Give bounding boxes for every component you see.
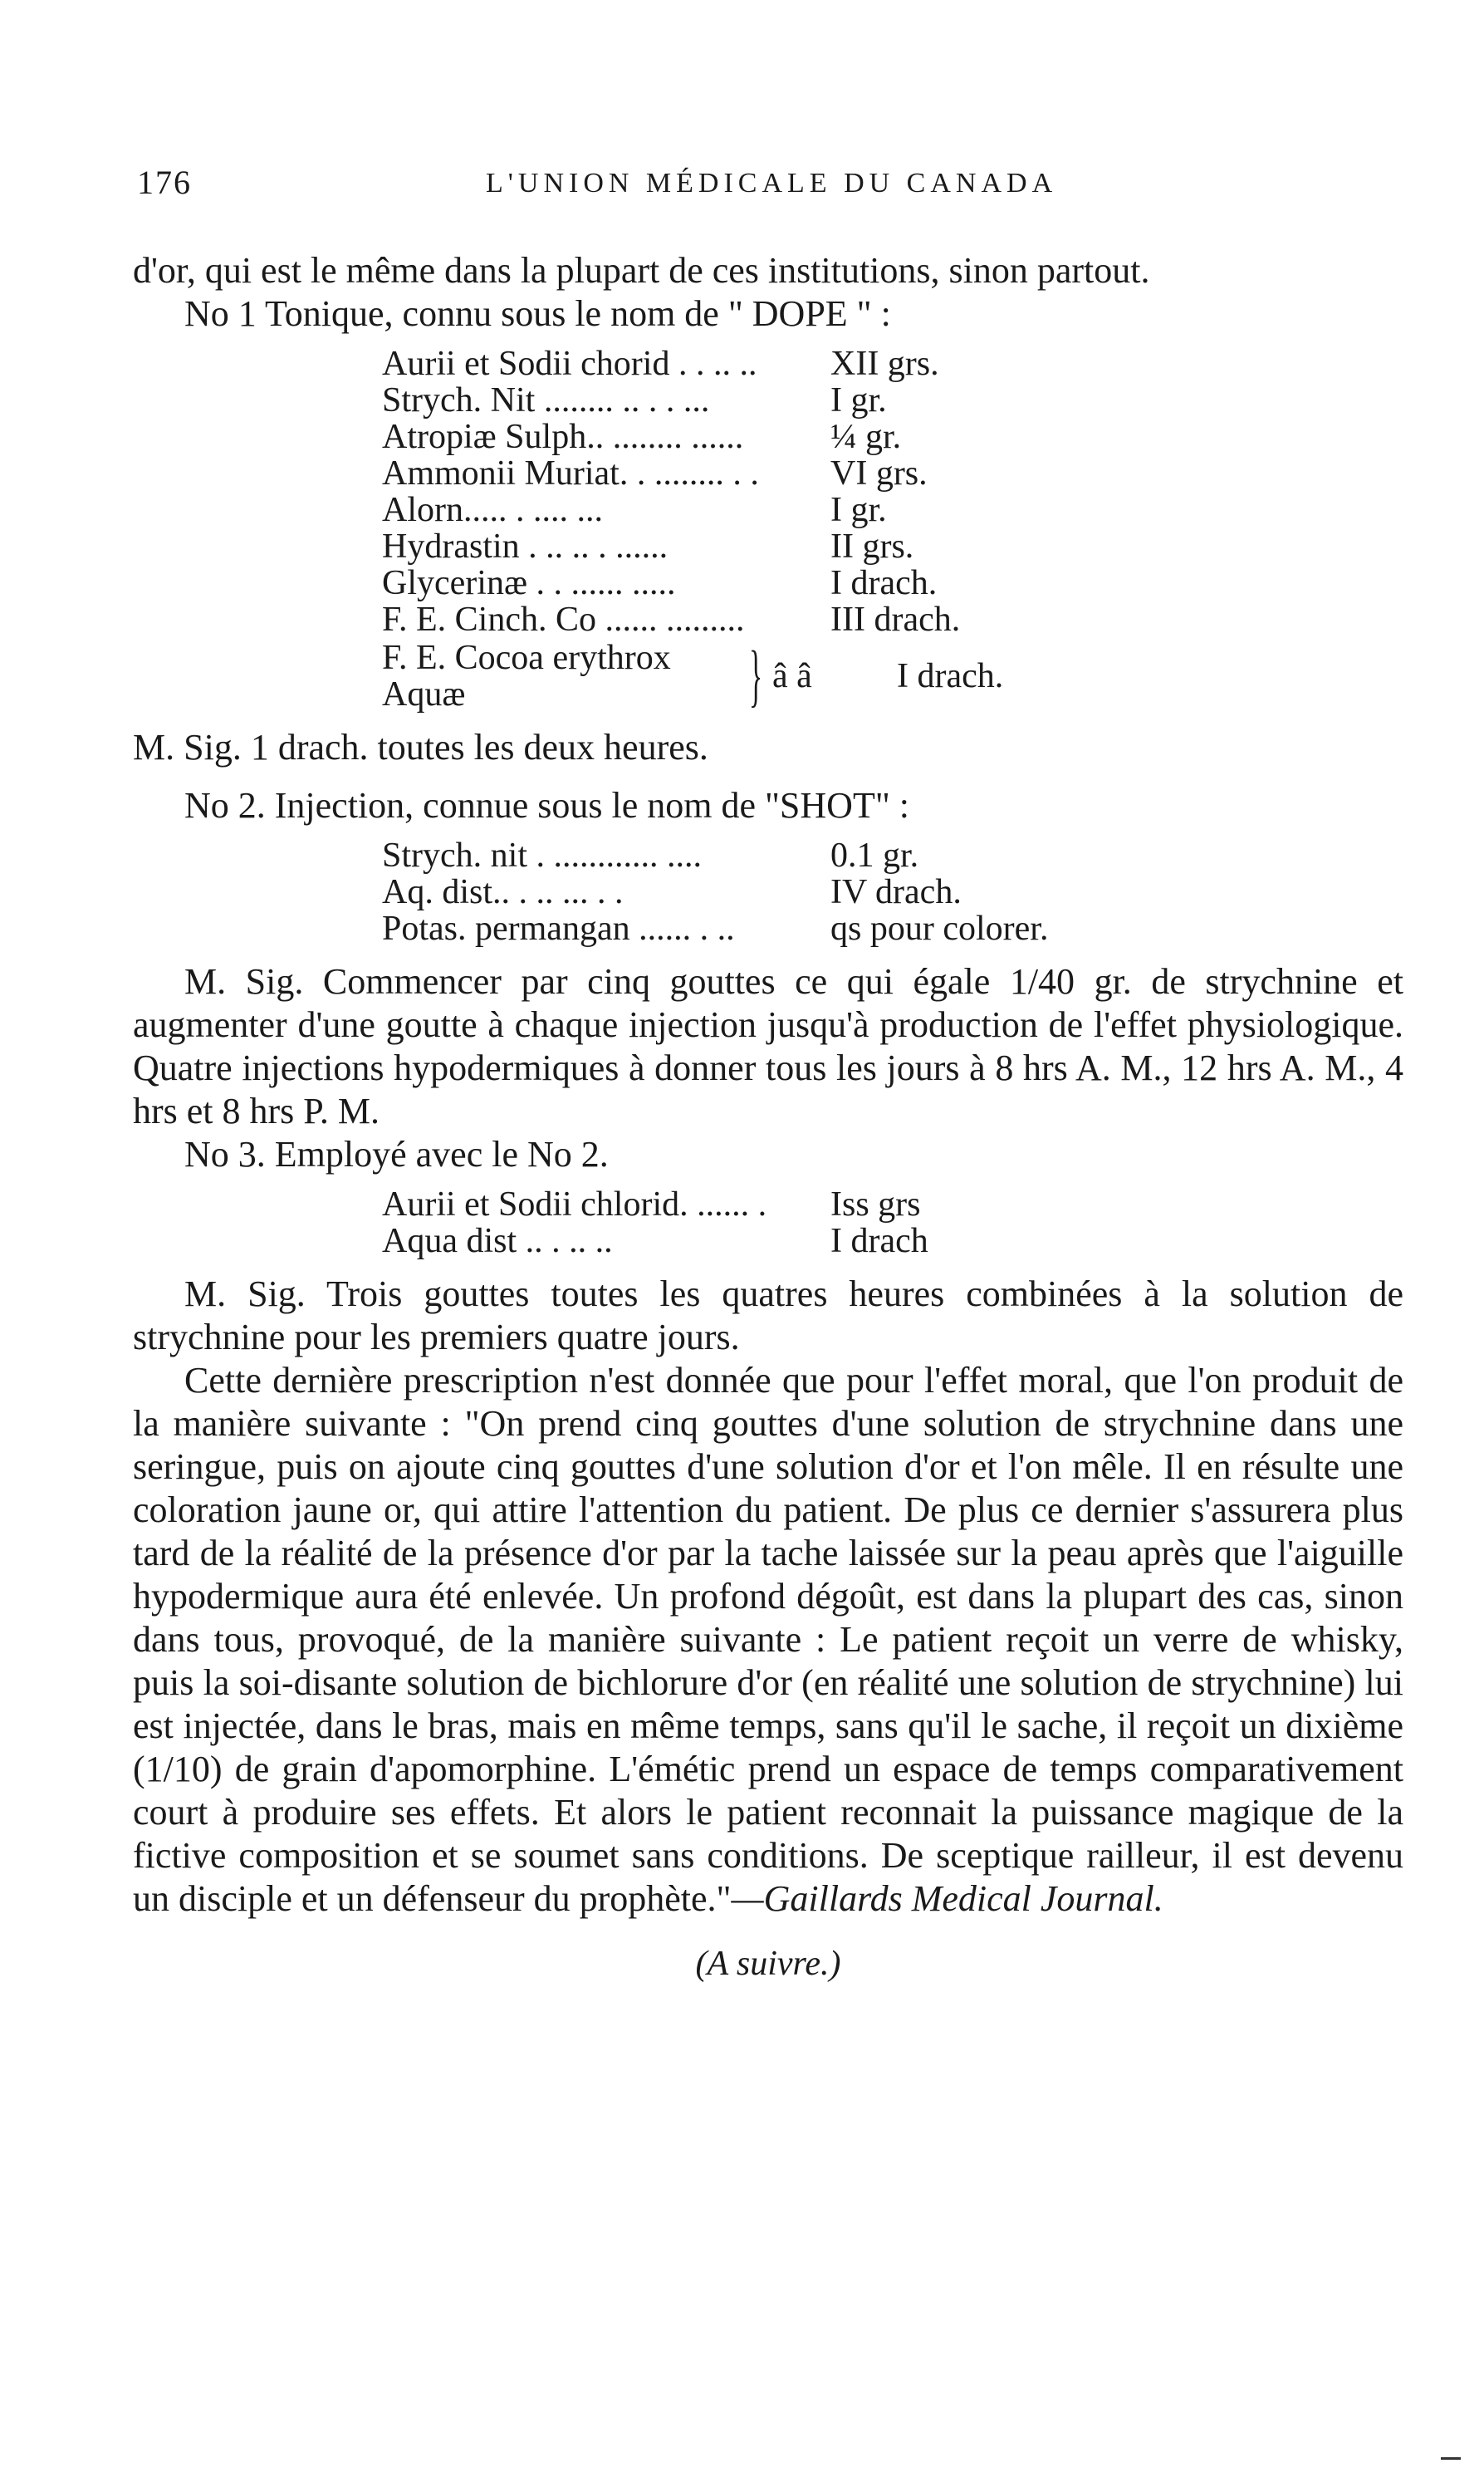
page-header [137, 163, 1416, 213]
rx-group-aa: â â [772, 657, 812, 695]
rx-group-names [382, 640, 739, 713]
no1-heading: No 1 Tonique, connu sous le nom de " DOPE " : [184, 293, 891, 334]
rx-ingredient: Alorn..... . .... ... [382, 492, 603, 528]
rx-dose: I drach. [830, 564, 938, 602]
rx-ingredient: Aurii et Sodii chlorid. ...... . [382, 1186, 767, 1223]
rx-ingredient: Ammonii Muriat. . ........ . . [382, 455, 759, 492]
page-edge-mark [1441, 2457, 1461, 2460]
rx-row [382, 419, 1379, 455]
rx-row [382, 382, 1379, 419]
rx-dose: I gr. [830, 491, 887, 529]
rx-ingredient: Aq. dist.. . .. ... . . [382, 874, 624, 910]
rx-row [382, 528, 1379, 565]
rx-ingredient: F. E. Cinch. Co ...... ......... [382, 601, 745, 638]
rx-row [382, 874, 1379, 910]
rx-ingredient: Aqua dist .. . .. .. [382, 1223, 613, 1259]
prescription-no2 [382, 837, 1379, 947]
rx-dose: III drach. [830, 601, 961, 639]
rx-dose: XII grs. [830, 345, 939, 383]
rx-row [382, 601, 1379, 638]
rx-group-row [382, 637, 1379, 714]
rx-row [382, 565, 1379, 601]
rx-ingredient: Strych. Nit ........ .. . . ... [382, 382, 710, 419]
rx-dose: qs pour colorer. [830, 910, 1049, 948]
no3-sig: M. Sig. Trois gouttes toutes les quatres heures combinées à la solution de strychnine pour les premiers quatre jours. [133, 1273, 1403, 1357]
rx-dose: 0.1 gr. [830, 837, 919, 875]
rx-row [382, 1223, 1379, 1259]
rx-row [382, 910, 1379, 947]
rx-dose: VI grs. [830, 454, 928, 493]
rx-dose: Iss grs [830, 1185, 921, 1224]
rx-group-dose: I drach. [897, 657, 1004, 695]
no1-sig: M. Sig. 1 drach. toutes les deux heures. [133, 727, 708, 768]
rx-dose: ¼ gr. [830, 418, 902, 456]
rx-row [382, 837, 1379, 874]
rx-ingredient: Strych. nit . ............ .... [382, 837, 702, 874]
no3-heading: No 3. Employé avec le No 2. [184, 1134, 609, 1175]
no2-heading: No 2. Injection, connue sous le nom de "SHOT" : [184, 785, 910, 826]
running-head: L'UNION MÉDICALE DU CANADA [486, 168, 1058, 199]
page-number: 176 [137, 164, 192, 201]
rx-row [382, 492, 1379, 528]
rx-row [382, 455, 1379, 492]
rx-dose: I gr. [830, 381, 887, 420]
rx-dose: IV drach. [830, 873, 962, 911]
rx-dose: II grs. [830, 527, 914, 566]
rx-ingredient: Glycerinæ . . ...... ..... [382, 565, 676, 601]
rx-group-line2: Aquæ [382, 675, 466, 714]
rx-row [382, 346, 1379, 382]
prescription-no1 [382, 346, 1379, 713]
rx-dose: I drach [830, 1222, 928, 1260]
no2-sig: M. Sig. Commencer par cinq gouttes ce qui égale 1/40 gr. de strychnine et augmenter d'une goutte à chaque injection jusqu'à production de l'effet physiologique. Quatre injections hypodermiques à donner tous les jours à 8 hrs A. M., 12 hrs A. M., 4 hrs et 8 hrs P. M. [133, 961, 1403, 1131]
rx-ingredient: Atropiæ Sulph.. ........ ...... [382, 419, 744, 455]
prescription-no3 [382, 1186, 1379, 1259]
brace-mark: } [749, 637, 763, 714]
rx-group-line1: F. E. Cocoa erythrox [382, 639, 671, 677]
rx-ingredient: Aurii et Sodii chorid . . .. .. [382, 346, 757, 382]
source-citation: —Gaillards Medical Journal. [731, 1878, 1163, 1919]
to-be-continued: (A suivre.) [695, 1945, 841, 1983]
closing-text: Cette dernière prescription n'est donnée que pour l'effet moral, que l'on produit de la manière suivante : "On prend cinq gouttes d'une solution de strychnine dans une seringue, puis on ajoute cinq gouttes d'une solution d'or et l'on mêle. Il en résulte une coloration jaune or, qui attire l'attention du patient. De plus ce dernier s'assurera plus tard de la réalité de la présence d'or par la tache laissée sur la peau après que l'aiguille hypodermique aura été enlevée. Un profond dégoût, est dans la plupart des cas, sinon dans tous, provoqué, de la manière suivante : Le patient reçoit un verre de whisky, puis la soi-disante solution de bichlorure d'or (en réalité une solution de strychnine) lui est injectée, dans le bras, mais en même temps, sans qu'il le sache, il reçoit un dixième (1/10) de grain d'apomorphine. L'émétic prend un espace de temps comparativement court à produire ses effets. Et alors le patient reconnait la puissance magique de la fictive composition et se soumet sans conditions. De sceptique railleur, il est devenu un disciple et un défenseur du prophète." [133, 1360, 1403, 1919]
rx-ingredient: Potas. permangan ...... . .. [382, 910, 735, 947]
intro-paragraph: d'or, qui est le même dans la plupart de ces institutions, sinon partout. [133, 250, 1150, 291]
rx-ingredient: Hydrastin . .. .. . ...... [382, 528, 669, 565]
page-body [133, 249, 1403, 1985]
rx-row [382, 1186, 1379, 1223]
closing-paragraph [133, 1359, 1403, 1921]
